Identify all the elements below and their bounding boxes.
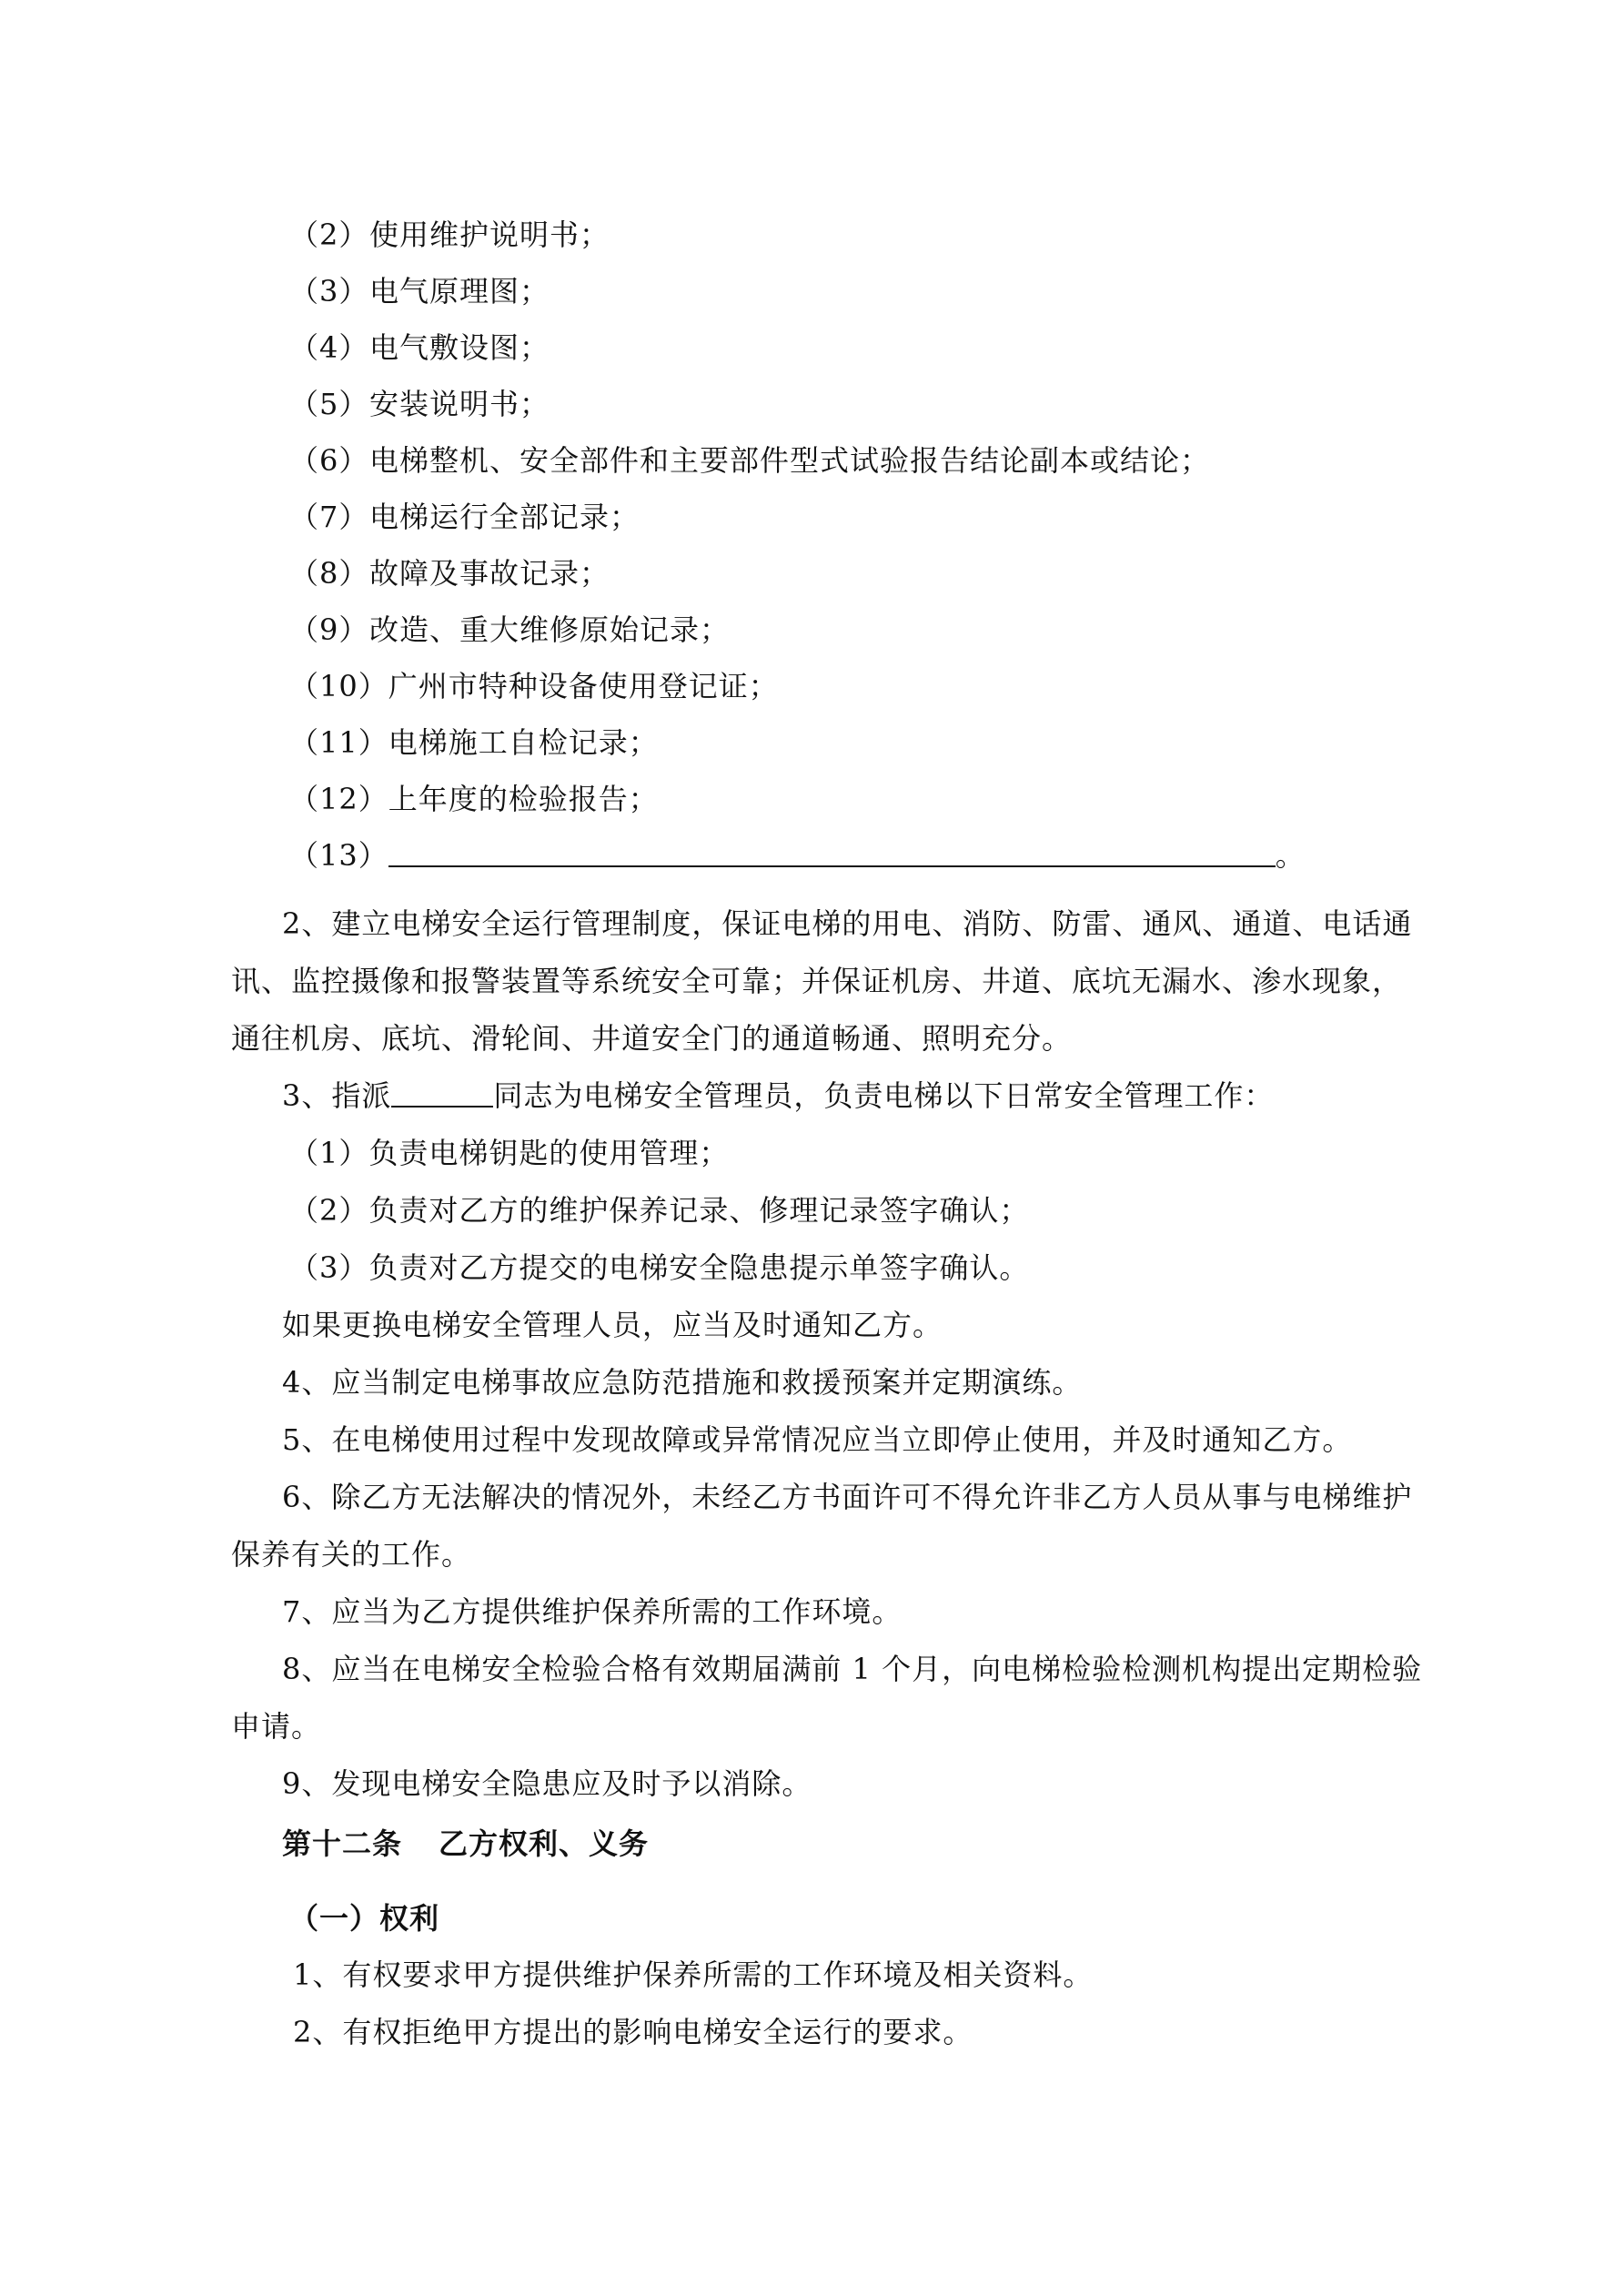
list-item: （12）上年度的检验报告；: [289, 782, 659, 816]
list-item: （10）广州市特种设备使用登记证；: [289, 669, 779, 703]
list-item: （6）电梯整机、安全部件和主要部件型式试验报告结论副本或结论；: [289, 443, 1211, 478]
paragraph-line: 3、指派 同志为电梯安全管理员，负责电梯以下日常安全管理工作：: [282, 1078, 1275, 1113]
paragraph-line: 6、除乙方无法解决的情况外，未经乙方书面许可不得允许非乙方人员从事与电梯维护: [282, 1480, 1413, 1514]
list-item: （7）电梯运行全部记录；: [289, 500, 641, 534]
list-item: （11）电梯施工自检记录；: [289, 725, 659, 760]
fill-in-blank: [388, 838, 1276, 867]
paragraph-line: 讯、监控摄像和报警装置等系统安全可靠；并保证机房、井道、底坑无漏水、渗水现象，: [231, 964, 1403, 998]
article-heading: 第十二条 乙方权利、义务: [282, 1826, 650, 1861]
sub-item: （2）负责对乙方的维护保养记录、修理记录签字确认；: [289, 1193, 1030, 1228]
paragraph-line: 2、有权拒绝甲方提出的影响电梯安全运行的要求。: [293, 2015, 973, 2049]
list-item: （5）安装说明书；: [289, 387, 550, 421]
paragraph-line: 5、在电梯使用过程中发现故障或异常情况应当立即停止使用，并及时通知乙方。: [282, 1422, 1353, 1457]
list-item: （3）电气原理图；: [289, 274, 550, 308]
paragraph-line: 7、应当为乙方提供维护保养所需的工作环境。: [282, 1594, 903, 1629]
paragraph-line: 保养有关的工作。: [231, 1537, 472, 1572]
paragraph-line: 通往机房、底坑、滑轮间、井道安全门的通道畅通、照明充分。: [231, 1021, 1073, 1056]
list-item: （4）电气敷设图；: [289, 330, 550, 365]
fill-in-blank: [391, 1078, 493, 1108]
sub-item: （3）负责对乙方提交的电梯安全隐患提示单签字确认。: [289, 1250, 1030, 1285]
paragraph-line: 申请。: [231, 1709, 322, 1744]
list-item: （13） 。: [289, 838, 1306, 873]
paragraph-line: 2、建立电梯安全运行管理制度，保证电梯的用电、消防、防雷、通风、通道、电话通: [282, 906, 1413, 941]
list-item: （9）改造、重大维修原始记录；: [289, 612, 731, 647]
paragraph-line: 4、应当制定电梯事故应急防范措施和救援预案并定期演练。: [282, 1365, 1083, 1400]
sub-item: （1）负责电梯钥匙的使用管理；: [289, 1136, 730, 1170]
paragraph-line: 如果更换电梯安全管理人员，应当及时通知乙方。: [282, 1308, 943, 1342]
paragraph-line: 8、应当在电梯安全检验合格有效期届满前 1 个月，向电梯检验检测机构提出定期检验: [282, 1652, 1423, 1686]
list-item: （8）故障及事故记录；: [289, 556, 610, 591]
section-heading: （一）权利: [289, 1901, 440, 1936]
paragraph-line: 1、有权要求甲方提供维护保养所需的工作环境及相关资料。: [293, 1957, 1094, 1992]
list-item: （2）使用维护说明书；: [289, 217, 610, 252]
paragraph-line: 9、发现电梯安全隐患应及时予以消除。: [282, 1766, 812, 1801]
